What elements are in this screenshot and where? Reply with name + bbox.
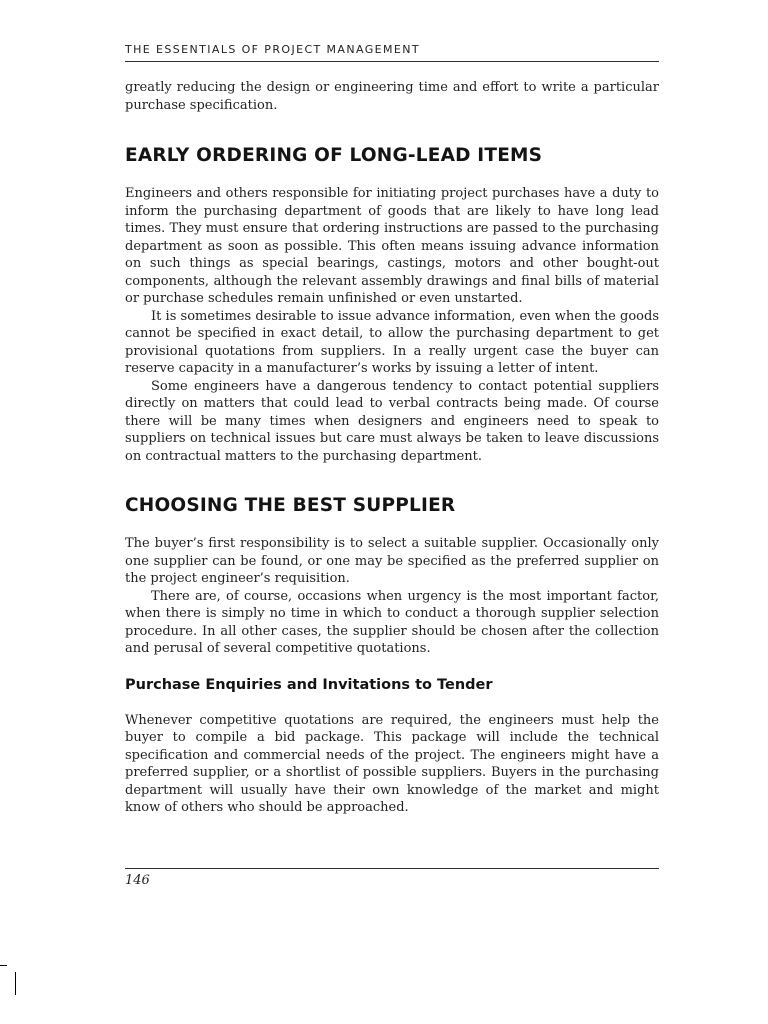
- page-number: 146: [125, 873, 150, 888]
- header-rule: [125, 61, 659, 62]
- body-paragraph: Engineers and others responsible for initiating project purchases have a duty to inform the purchasing department of goods that are likely to have long lead times. They must ensure that ordering instructions are passed to the purchasing department as soon as possible. This often means issuing advance information on such things as special bearings, castings, motors and other bought-out components, although the relevant assembly drawings and final bills of material or purchase schedules remain unfinished or even unstarted.: [125, 186, 659, 306]
- intro-paragraph: greatly reducing the design or engineering time and effort to write a particular purchase specification.: [125, 80, 659, 113]
- body-paragraph: There are, of course, occasions when urgency is the most important factor, when there is simply no time in which to conduct a thorough supplier selection procedure. In all other cases, the supplier should be chosen after the collection and perusal of several competitive quotations.: [125, 588, 659, 656]
- body-paragraph: The buyer’s first responsibility is to select a suitable supplier. Occasionally only one supplier can be found, or one may be specified as the preferred supplier on the project engineer’s requisition.: [125, 536, 659, 586]
- crop-mark-vertical: [15, 972, 16, 995]
- section-heading-early-ordering: EARLY ORDERING OF LONG-LEAD ITEMS: [125, 145, 543, 166]
- body-paragraph: Whenever competitive quotations are required, the engineers must help the buyer to compile a bid package. This package will include the technical specification and commercial needs of the project. The engineers might have a preferred supplier, or a shortlist of possible suppliers. Buyers in the purchasing department will usually have their own knowledge of the market and might know of others who should be approached.: [125, 712, 659, 815]
- subsection-heading-purchase-enquiries: Purchase Enquiries and Invitations to Tender: [125, 676, 493, 693]
- page-body: [125, 79, 659, 817]
- section-heading-choosing-supplier: CHOOSING THE BEST SUPPLIER: [125, 495, 456, 516]
- running-head: THE ESSENTIALS OF PROJECT MANAGEMENT: [125, 43, 420, 56]
- footer-rule: [125, 868, 659, 869]
- body-paragraph: Some engineers have a dangerous tendency to contact potential suppliers directly on matters that could lead to verbal contracts being made. Of course there will be many times when designers and engineers need to speak to suppliers on technical issues but care must always be taken to leave discussions on contractual matters to the purchasing department.: [125, 378, 659, 464]
- crop-mark-horizontal: [0, 965, 7, 966]
- body-paragraph: It is sometimes desirable to issue advance information, even when the goods cannot be specified in exact detail, to allow the purchasing department to get provisional quotations from suppliers. In a really urgent case the buyer can reserve capacity in a manufacturer’s works by issuing a letter of intent.: [125, 308, 659, 376]
